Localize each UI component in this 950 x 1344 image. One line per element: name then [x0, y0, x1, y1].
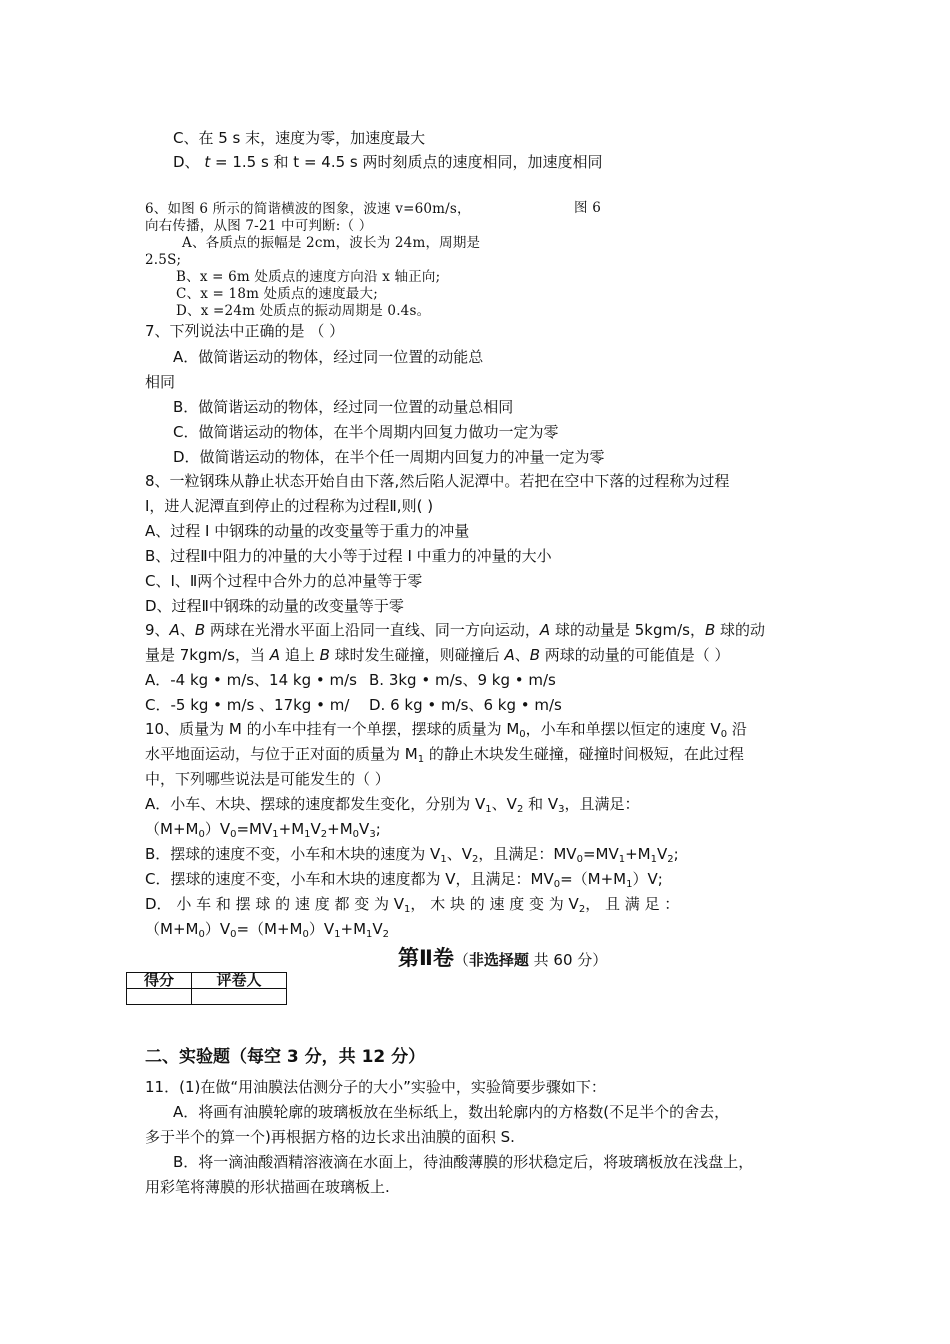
- q7-option-d-text: D．做简谐运动的物体，在半个任一周期内回复力的冲量一定为零: [173, 448, 605, 466]
- q9-ball-b: B: [319, 646, 330, 664]
- subscript: 2: [471, 854, 479, 865]
- q7-option-a: [173, 347, 483, 367]
- q11-stem-text: 11．(1)在做“用油膜法估测分子的大小”实验中，实验简要步骤如下：: [145, 1078, 606, 1096]
- q8-stem-line2: [145, 496, 433, 516]
- subscript: 2: [667, 854, 674, 865]
- q5-option-c: [173, 128, 425, 148]
- q10-stem-text: 水平地面运动，与位于正对面的质量为 M: [145, 745, 418, 763]
- subscript: 0: [198, 929, 205, 940]
- q11-stem: [145, 1077, 606, 1097]
- q11-step-b-cont: [145, 1177, 390, 1197]
- subscript: 1: [366, 929, 373, 940]
- q5-d-variable: t: [204, 153, 211, 171]
- subscript: 0: [302, 929, 309, 940]
- q6-option-a: [182, 235, 480, 252]
- q10-stem-text: ，小车和单摆以恒定的速度 V: [525, 720, 721, 738]
- q8-stem-line2-text: Ⅰ，进人泥潭直到停止的过程称为过程Ⅱ,则( ): [145, 497, 434, 515]
- q9-ball-b: B: [529, 646, 541, 664]
- subscript: 1: [272, 829, 279, 840]
- q9-stem-text: 球的动量是 5kgm/s，: [550, 621, 705, 639]
- section2-heading-text: 二、实验题（每空 3 分，共 12 分）: [145, 1047, 426, 1067]
- subscript: 2: [382, 929, 390, 940]
- q9-stem-text: 球时发生碰撞，则碰撞后: [329, 646, 505, 664]
- subscript: 1: [440, 854, 447, 865]
- subscript: 0: [576, 854, 583, 865]
- q10-option-d: [145, 894, 679, 914]
- score-table-header: [127, 973, 287, 989]
- q10-stem-text: 的静止木块发生碰撞，碰撞时间极短，在此过程: [424, 745, 744, 763]
- q9-stem-text: 量是 7kgm/s，当: [145, 646, 270, 664]
- q8-option-d-text: D、过程Ⅱ中钢珠的动量的改变量等于零: [145, 597, 404, 615]
- q6-option-d: [176, 303, 430, 320]
- q7-option-a-cont: [145, 372, 175, 392]
- q6-option-c: [176, 286, 378, 303]
- subscript: 0: [230, 929, 237, 940]
- subscript: 1: [485, 804, 492, 815]
- formula-text: （M+M: [145, 820, 199, 838]
- q10-option-a-text: A．小车、木块、摆球的速度都发生变化，分别为 V: [145, 795, 486, 813]
- subscript: 0: [352, 829, 360, 840]
- q11-step-b: [173, 1152, 753, 1172]
- q8-option-a: [145, 521, 469, 541]
- part2-title-main: 第Ⅱ卷: [398, 946, 454, 970]
- part2-title-bold: 非选择题: [468, 951, 529, 969]
- q10-option-b: B．摆球的速度不变，小车和木块的速度为 $V_1$、$V_2$，且满足：$MV_0=MV_1+M_1V_2$;: [145, 845, 679, 865]
- q10-stem-text: 10、质量为 M 的小车中挂有一个单摆，摆球的质量为 M: [145, 720, 520, 738]
- q6-stem-line2: [145, 218, 372, 235]
- q7-option-d: [173, 447, 605, 467]
- part2-title-rest: 共 60 分）: [528, 951, 608, 969]
- q9-sep: 、: [514, 646, 530, 664]
- q9-ball-a: A: [269, 646, 281, 664]
- q7-stem-text: 7、下列说法中正确的是 （ ）: [145, 322, 345, 340]
- score-table: [126, 972, 287, 1005]
- q9-stem-line1: [145, 620, 765, 640]
- subscript: 1: [334, 929, 341, 940]
- q8-option-c: [145, 571, 422, 591]
- q8-option-b-text: B、过程Ⅱ中阻力的冲量的大小等于过程 I 中重力的冲量的大小: [145, 547, 552, 565]
- subscript: 1: [650, 854, 657, 865]
- q6-option-b-text: B、x = 6m 处质点的速度方向沿 x 轴正向;: [176, 269, 441, 285]
- subscript: 1: [417, 754, 425, 765]
- q5-option-d: [173, 152, 603, 172]
- q9-option-c-text: C．-5 kg • m/s 、17kg • m/: [145, 696, 350, 714]
- q8-option-c-text: C、I、Ⅱ两个过程中合外力的总冲量等于零: [145, 572, 423, 590]
- q10-stem-line3: [145, 769, 390, 789]
- q7-option-a-text: A．做简谐运动的物体，经过同一位置的动能总: [173, 348, 484, 366]
- q9-number: 9、: [145, 621, 170, 639]
- q6-stem-line1-text: 6、如图 6 所示的简谐横波的图象，波速 v=60m/s，: [145, 201, 471, 217]
- q9-ball-a: A: [504, 646, 515, 664]
- q6-option-b: [176, 269, 440, 286]
- subscript: 1: [304, 829, 311, 840]
- q8-option-d: [145, 596, 404, 616]
- q5-option-c-text: C、在 5 s 末，速度为零，加速度最大: [173, 129, 426, 147]
- q10-stem-line1: [145, 719, 747, 739]
- q9-option-b-text: B. 3kg • m/s、9 kg • m/s: [369, 671, 556, 689]
- q9-stem-text: 两球的动量的可能值是（ ）: [540, 646, 730, 664]
- q9-option-a-text: A．-4 kg • m/s、14 kg • m/s: [145, 671, 357, 689]
- q11-step-b-cont-text: 用彩笔将薄膜的形状描画在玻璃板上.: [145, 1178, 390, 1196]
- q6-option-c-text: C、x = 18m 处质点的速度最大;: [176, 286, 378, 302]
- subscript: 2: [516, 804, 524, 815]
- q9-option-d: [369, 695, 562, 715]
- q6-stem-line1: [145, 201, 471, 218]
- q8-option-b: [145, 546, 552, 566]
- q6-stem-line2-text: 向右传播，从图 7-21 中可判断:（ ）: [145, 218, 373, 234]
- q7-option-b: [173, 397, 513, 417]
- q10-stem-line2: [145, 744, 744, 764]
- q6-option-a-cont: [145, 252, 181, 269]
- q8-stem-line1-text: 8、一粒钢珠从静止状态开始自由下落,然后陷人泥潭中。若把在空中下落的过程称为过程: [145, 472, 730, 490]
- q10-stem-text: 中，下列哪些说法是可能发生的（ ）: [145, 770, 390, 788]
- q6-option-d-text: D、x =24m 处质点的振动周期是 0.4s。: [176, 303, 431, 319]
- subscript: 2: [320, 829, 328, 840]
- q6-figure-label-text: 图 6: [574, 200, 601, 216]
- q9-stem-line2: [145, 645, 730, 665]
- subscript: 0: [198, 829, 205, 840]
- q9-option-c: [145, 695, 349, 715]
- q10-option-a: [145, 794, 640, 814]
- subscript: 1: [404, 904, 411, 915]
- subscript: 0: [519, 729, 526, 740]
- q9-option-b: [369, 670, 556, 690]
- section2-heading: [145, 1042, 425, 1067]
- subscript: 3: [558, 804, 565, 815]
- subscript: 0: [553, 879, 561, 890]
- q9-ball-b: B: [704, 621, 716, 639]
- q11-step-a-cont: [145, 1127, 515, 1147]
- q7-option-c: [173, 422, 558, 442]
- q9-sep: 、: [179, 621, 195, 639]
- q6-option-a-text: A、各质点的振幅是 2cm，波长为 24m，周期是: [182, 235, 481, 251]
- grader-header: 评卷人: [192, 973, 287, 989]
- q5-d-prefix: D、: [173, 153, 205, 171]
- q10-option-c: C．摆球的速度不变，小车和木块的速度都为 V，且满足：$MV_0=(M+M_1)V$;: [145, 870, 663, 890]
- q10-option-d-text: ， 且 满 足 ：: [585, 895, 680, 913]
- q8-option-a-text: A、过程 I 中钢珠的动量的改变量等于重力的冲量: [145, 522, 470, 540]
- subscript: 0: [230, 829, 237, 840]
- q9-stem-text: 两球在光滑水平面上沿同一直线、同一方向运动，: [205, 621, 540, 639]
- q5-d-text: = 1.5 s 和 t = 4.5 s 两时刻质点的速度相同，加速度相同: [210, 153, 603, 171]
- q6-option-a-cont-text: 2.5S;: [145, 252, 182, 268]
- score-cell[interactable]: [127, 989, 192, 1005]
- part2-title: [398, 942, 607, 972]
- q10-stem-text: 沿: [727, 720, 747, 738]
- q10-option-d-formula: $(M+M_0)V_0=(M+M_0)V_1+M_1V_2$: [145, 920, 390, 940]
- score-table-row: [127, 989, 287, 1005]
- subscript: 2: [578, 904, 586, 915]
- q10-option-a-text: 、V: [491, 795, 517, 813]
- q11-step-b-text: B．将一滴油酸酒精溶液滴在水面上，待油酸薄膜的形状稳定后，将玻璃板放在浅盘上，: [173, 1153, 754, 1171]
- q9-stem-text: 追上: [280, 646, 320, 664]
- q11-step-a-cont-text: 多于半个的算一个)再根据方格的边长求出油膜的面积 S.: [145, 1128, 515, 1146]
- q11-step-a: [173, 1102, 729, 1122]
- part2-paren: （: [453, 951, 469, 969]
- q10-option-a-formula: $(M+M_0)V_0=MV_1+M_1V_2+M_0V_3$;: [145, 820, 381, 840]
- q7-option-c-text: C．做简谐运动的物体，在半个周期内回复力做功一定为零: [173, 423, 559, 441]
- q9-option-a: [145, 670, 357, 690]
- q9-ball-a: A: [169, 621, 180, 639]
- q9-ball-a: A: [539, 621, 551, 639]
- q10-option-d-text: ， 木 块 的 速 度 变 为 V: [410, 895, 579, 913]
- q8-stem-line1: [145, 471, 729, 491]
- subscript: 1: [626, 879, 633, 890]
- q6-figure-label: [574, 200, 601, 217]
- subscript: 0: [720, 729, 728, 740]
- q10-option-d-text: D． 小 车 和 摆 球 的 速 度 都 变 为 V: [145, 895, 405, 913]
- subscript: 1: [618, 854, 626, 865]
- q9-ball-b: B: [194, 621, 206, 639]
- q9-stem-text: 球的动: [715, 621, 766, 639]
- q10-option-c-text: C．摆球的速度不变，小车和木块的速度都为 V，且满足：MV: [145, 870, 554, 888]
- q10-option-b-text: B．摆球的速度不变，小车和木块的速度为 V: [145, 845, 441, 863]
- q7-option-b-text: B．做简谐运动的物体，经过同一位置的动量总相同: [173, 398, 514, 416]
- q7-stem: [145, 321, 344, 341]
- q11-step-a-text: A．将画有油膜轮廓的玻璃板放在坐标纸上，数出轮廓内的方格数(不足半个的舍去，: [173, 1103, 730, 1121]
- formula-text: （M+M: [145, 920, 199, 938]
- score-header: 得分: [127, 973, 192, 989]
- q7-option-a-cont-text: 相同: [145, 373, 176, 391]
- subscript: 3: [369, 829, 376, 840]
- q10-option-a-text: ，且满足：: [564, 795, 640, 813]
- grader-cell[interactable]: [192, 989, 287, 1005]
- q10-option-a-text: 和 V: [523, 795, 559, 813]
- q9-option-d-text: D. 6 kg • m/s、6 kg • m/s: [369, 696, 562, 714]
